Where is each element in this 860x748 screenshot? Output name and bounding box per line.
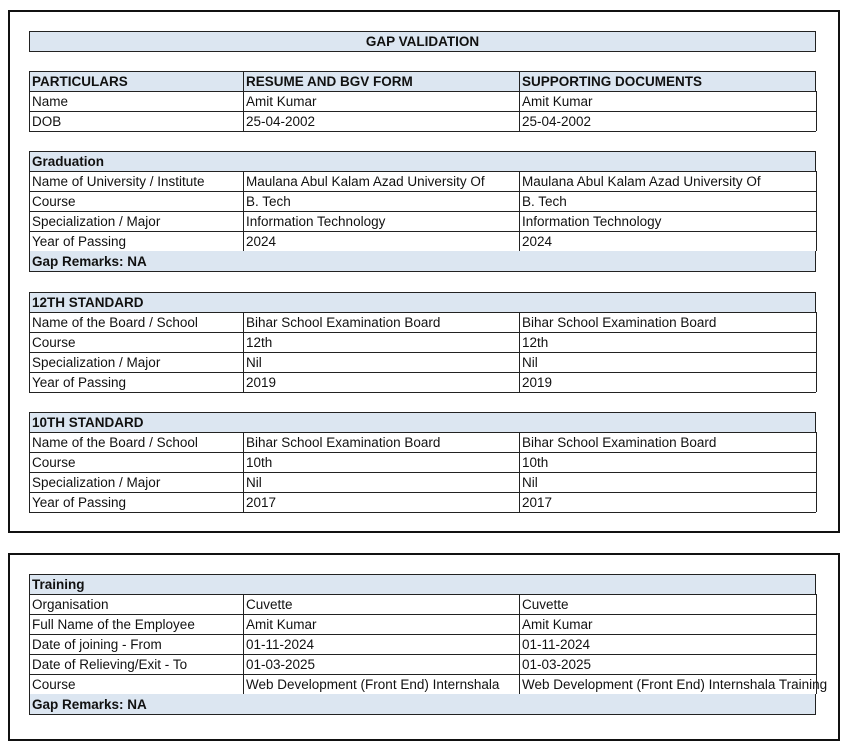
docs-row-0: Bihar School Examination Board [522,315,717,330]
docs-row-3: 2019 [522,375,553,390]
resume-row-1: 10th [246,455,273,470]
column-divider [29,312,30,392]
row-divider [29,171,816,172]
label-row-0: Name of the Board / School [32,435,198,450]
resume-row-1: Amit Kumar [246,617,317,632]
row-divider [29,231,816,232]
docs-row-2: Nil [522,475,538,490]
docs-row-2: Information Technology [522,214,662,229]
column-divider [243,432,244,512]
column-divider [519,594,520,694]
docs-row-0: Bihar School Examination Board [522,435,717,450]
label-row-0: Name [32,94,69,109]
label-row-2: Date of joining - From [32,637,162,652]
label-row-3: Year of Passing [32,234,127,249]
column-divider [816,594,817,694]
resume-row-0: Bihar School Examination Board [246,315,441,330]
section-heading: Training [32,577,85,592]
label-row-2: Specialization / Major [32,355,161,370]
column-divider [29,91,30,131]
resume-row-1: 12th [246,335,273,350]
row-divider [29,634,816,635]
resume-row-3: 2017 [246,495,277,510]
column-divider [816,432,817,512]
row-divider [29,191,816,192]
row-divider [29,352,816,353]
column-divider [519,71,520,91]
docs-row-1: 25-04-2002 [522,114,592,129]
column-divider [816,312,817,392]
docs-row-0: Maulana Abul Kalam Azad University Of [522,174,761,189]
label-row-1: Course [32,335,76,350]
resume-row-2: Nil [246,475,262,490]
gap-remarks: Gap Remarks: NA [32,697,147,712]
docs-row-0: Cuvette [522,597,569,612]
column-divider [816,171,817,251]
column-header-documents: SUPPORTING DOCUMENTS [522,74,703,89]
row-divider [29,332,816,333]
row-divider [29,392,816,393]
column-divider [519,91,520,131]
section-heading: Graduation [32,154,105,169]
column-divider [29,594,30,694]
resume-row-2: Information Technology [246,214,386,229]
label-row-3: Year of Passing [32,495,127,510]
column-divider [519,171,520,251]
docs-row-3: 2024 [522,234,553,249]
label-row-2: Specialization / Major [32,475,161,490]
resume-row-0: Bihar School Examination Board [246,435,441,450]
resume-row-4: Web Development (Front End) Internshala [246,677,500,692]
docs-row-1: 10th [522,455,549,470]
docs-row-1: Amit Kumar [522,617,593,632]
label-row-1: Full Name of the Employee [32,617,195,632]
row-divider [29,312,816,313]
row-divider [29,131,816,132]
docs-row-2: 01-11-2024 [522,637,591,652]
docs-row-1: 12th [522,335,549,350]
row-divider [29,594,816,595]
resume-row-2: Nil [246,355,262,370]
resume-row-1: 25-04-2002 [246,114,316,129]
docs-row-0: Amit Kumar [522,94,593,109]
row-divider [29,372,816,373]
row-divider [29,512,816,513]
resume-row-3: 2019 [246,375,277,390]
label-row-4: Course [32,677,76,692]
label-row-3: Date of Relieving/Exit - To [32,657,188,672]
column-divider [519,312,520,392]
column-divider [243,71,244,91]
column-divider [243,312,244,392]
resume-row-0: Amit Kumar [246,94,317,109]
page-title: GAP VALIDATION [365,34,480,49]
column-divider [816,91,817,131]
label-row-2: Specialization / Major [32,214,161,229]
label-row-0: Organisation [32,597,109,612]
label-row-0: Name of the Board / School [32,315,198,330]
column-header-resume: RESUME AND BGV FORM [246,74,413,89]
label-row-1: DOB [32,114,62,129]
column-divider [243,171,244,251]
label-row-0: Name of University / Institute [32,174,205,189]
row-divider [29,452,816,453]
docs-row-2: Nil [522,355,538,370]
docs-row-3: 01-03-2025 [522,657,592,672]
row-divider [29,432,816,433]
docs-row-4: Web Development (Front End) Internshala Training [522,677,828,692]
section-heading: 12TH STANDARD [32,295,144,310]
row-divider [29,211,816,212]
resume-row-3: 2024 [246,234,277,249]
column-divider [519,432,520,512]
column-divider [29,432,30,512]
row-divider [29,472,816,473]
column-divider [243,91,244,131]
label-row-3: Year of Passing [32,375,127,390]
label-row-1: Course [32,194,76,209]
gap-remarks: Gap Remarks: NA [32,254,147,269]
row-divider [29,674,816,675]
resume-row-2: 01-11-2024 [246,637,315,652]
resume-row-0: Cuvette [246,597,293,612]
section-heading: 10TH STANDARD [32,415,144,430]
resume-row-0: Maulana Abul Kalam Azad University Of [246,174,485,189]
resume-row-3: 01-03-2025 [246,657,316,672]
docs-row-1: B. Tech [522,194,567,209]
label-row-1: Course [32,455,76,470]
column-header-particulars: PARTICULARS [32,74,128,89]
column-divider [243,594,244,694]
row-divider [29,614,816,615]
row-divider [29,111,816,112]
row-divider [29,654,816,655]
row-divider [29,91,816,92]
resume-row-1: B. Tech [246,194,291,209]
docs-row-3: 2017 [522,495,553,510]
row-divider [29,492,816,493]
column-divider [29,171,30,251]
